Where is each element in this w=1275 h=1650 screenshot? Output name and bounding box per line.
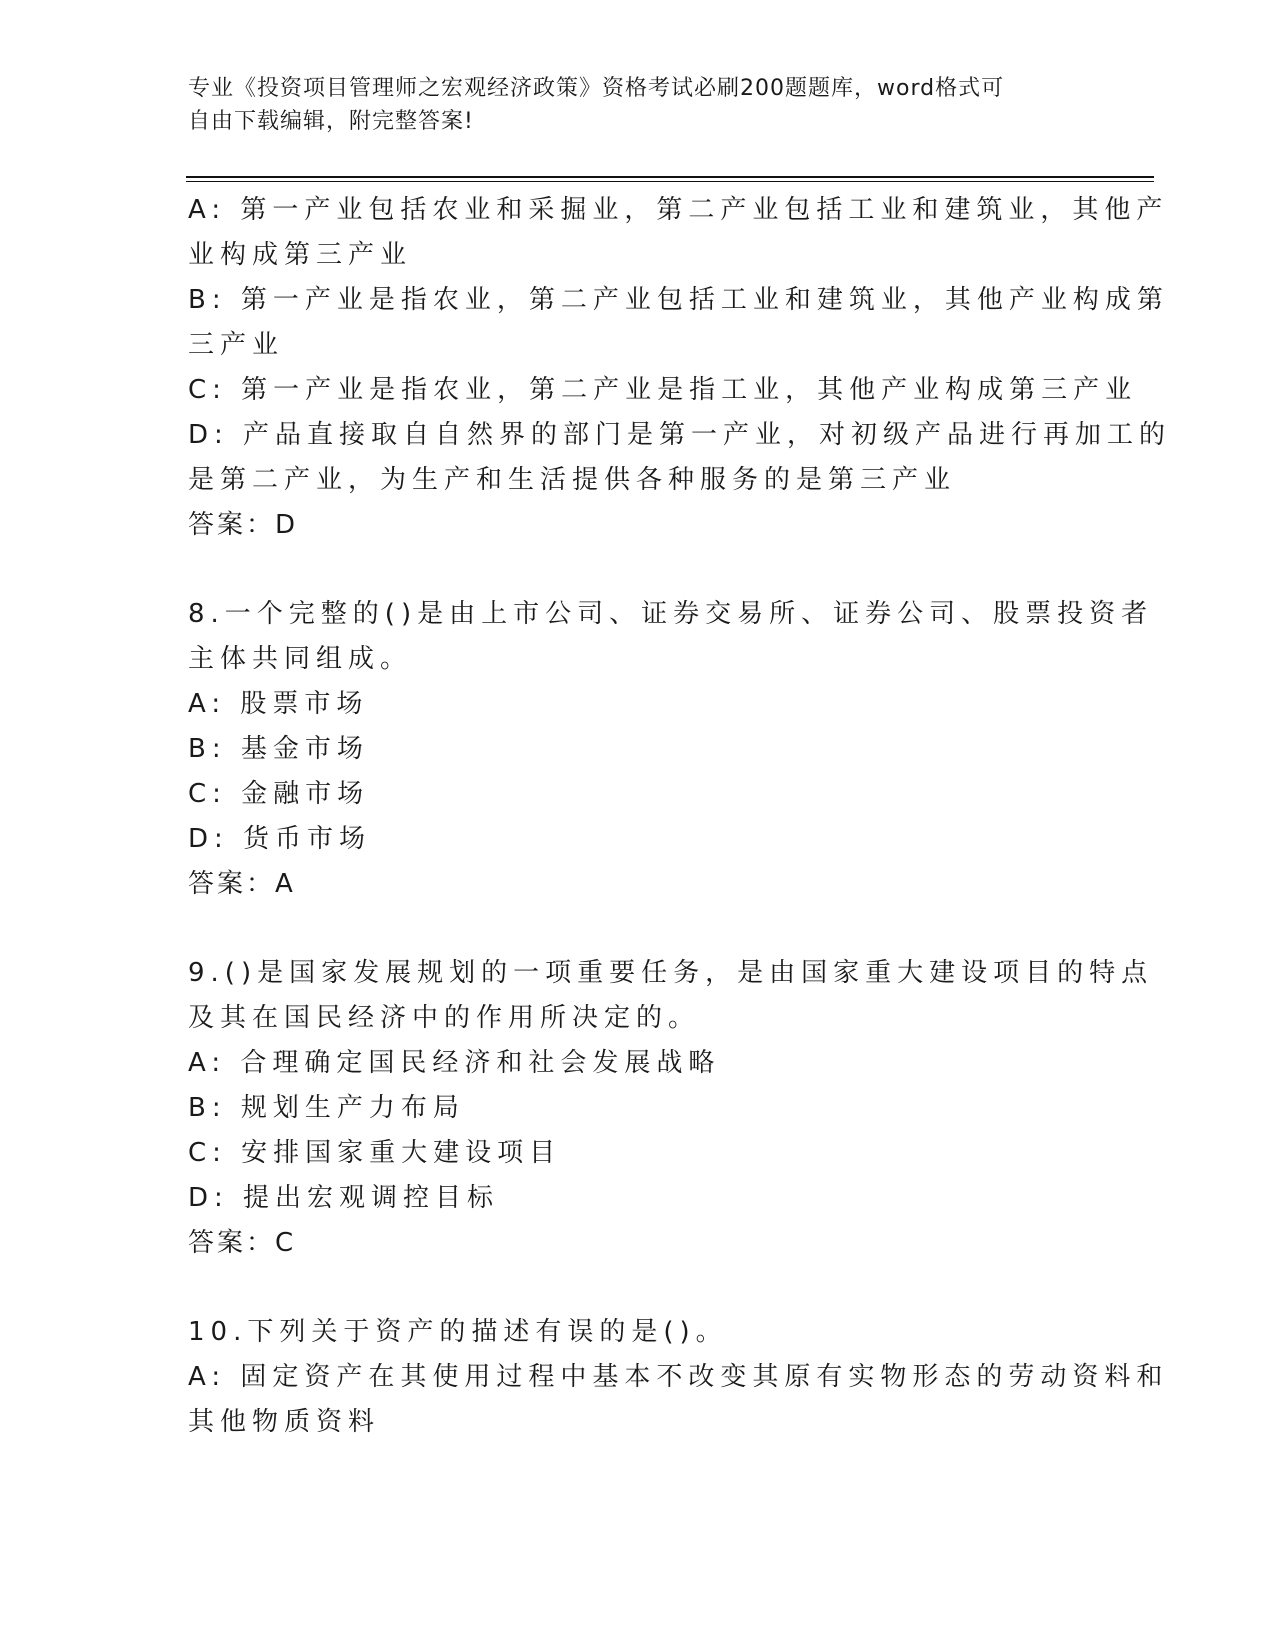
option-a-line-2: 业构成第三产业 (188, 240, 413, 270)
option-c: C: 安排国家重大建设项目 (188, 1138, 562, 1168)
spacer (188, 907, 1078, 951)
answer: 答案：C (188, 1228, 297, 1258)
option-a-line-2: 其他物质资料 (188, 1407, 381, 1437)
question-stem-line-1: 9.()是国家发展规划的一项重要任务，是由国家重大建设项目的特点 (188, 958, 1154, 988)
option-b: B: 基金市场 (188, 734, 369, 764)
spacer (188, 548, 1078, 592)
header-line-1: 专业《投资项目管理师之宏观经济政策》资格考试必刷200题题库，word格式可 (188, 76, 1005, 101)
option-d-line-1: D: 产品直接取自自然界的部门是第一产业，对初级产品进行再加工的 (188, 420, 1172, 450)
question-stem-line-1: 8.一个完整的()是由上市公司、证券交易所、证券公司、股票投资者 (188, 599, 1154, 629)
option-d: D: 货币市场 (188, 824, 372, 854)
header-line-2: 自由下载编辑，附完整答案! (188, 109, 474, 134)
header-divider-thick (186, 176, 1154, 178)
header-divider-thin (186, 181, 1154, 182)
option-a: A: 合理确定国民经济和社会发展战略 (188, 1048, 721, 1078)
option-c: C: 第一产业是指农业，第二产业是指工业，其他产业构成第三产业 (188, 375, 1138, 405)
option-b-line-2: 三产业 (188, 330, 285, 360)
question-8 (188, 592, 1154, 907)
question-9 (188, 951, 1154, 1266)
question-7 (188, 188, 1172, 548)
option-c: C: 金融市场 (188, 779, 370, 809)
option-b: B: 规划生产力布局 (188, 1093, 465, 1123)
option-d-line-2: 是第二产业，为生产和生活提供各种服务的是第三产业 (188, 465, 957, 495)
spacer (188, 1266, 1078, 1310)
question-content (188, 188, 1172, 1445)
option-a: A: 股票市场 (188, 689, 369, 719)
answer: 答案：D (188, 510, 299, 540)
option-d: D: 提出宏观调控目标 (188, 1183, 500, 1213)
option-a-line-1: A: 第一产业包括农业和采掘业，第二产业包括工业和建筑业，其他产 (188, 195, 1169, 225)
question-stem-line-2: 及其在国民经济中的作用所决定的。 (188, 1003, 701, 1033)
question-10 (188, 1310, 1169, 1445)
option-a-line-1: A: 固定资产在其使用过程中基本不改变其原有实物形态的劳动资料和 (188, 1362, 1169, 1392)
option-b-line-1: B: 第一产业是指农业，第二产业包括工业和建筑业，其他产业构成第 (188, 285, 1169, 315)
question-stem-line-1: 10.下列关于资产的描述有误的是()。 (188, 1317, 728, 1347)
document-header (188, 72, 1068, 138)
question-stem-line-2: 主体共同组成。 (188, 644, 413, 674)
answer: 答案：A (188, 869, 296, 899)
